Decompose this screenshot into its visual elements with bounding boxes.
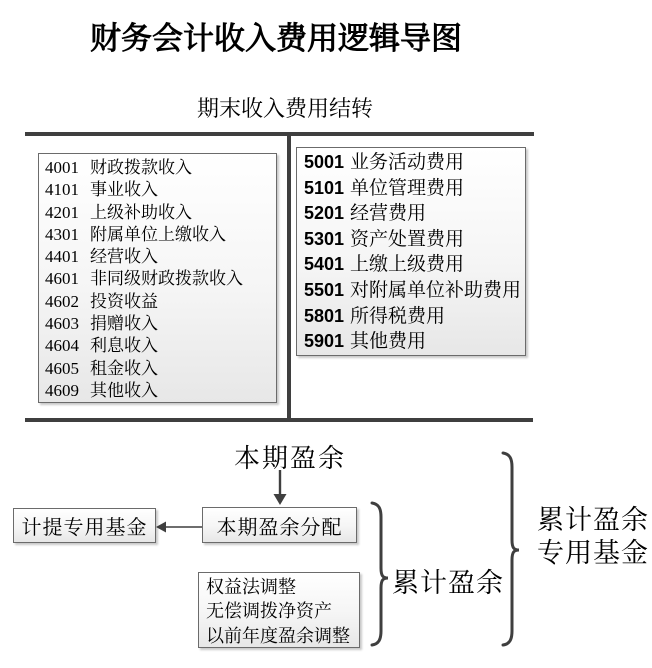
section-heading: 期末收入费用结转 [197, 96, 374, 121]
account-name: 业务活动费用 [350, 152, 465, 173]
account-code: 5101 [304, 177, 345, 198]
account-code: 4604 [45, 336, 79, 356]
account-name: 租金收入 [90, 358, 158, 378]
outer-label-line1: 累计盈余 [537, 505, 649, 535]
adjustment-item: 权益法调整 [206, 577, 296, 597]
account-code: 5001 [304, 152, 345, 172]
account-name: 上缴上级费用 [350, 254, 465, 276]
account-item [45, 335, 270, 357]
account-name: 对附属单位补助费用 [350, 279, 522, 301]
account-item [45, 291, 270, 313]
account-code: 4601 [45, 269, 79, 289]
outer-label-line2: 专用基金 [537, 538, 649, 568]
account-name: 捐赠收入 [90, 314, 158, 334]
account-code: 4605 [45, 358, 79, 378]
account-item [304, 252, 518, 278]
expense-accounts-box [296, 147, 526, 356]
account-item [304, 227, 518, 253]
account-item [45, 179, 270, 201]
account-item [45, 313, 270, 335]
t-account-divider-line [287, 132, 291, 422]
account-item [45, 268, 270, 290]
account-item [45, 380, 270, 402]
account-code: 5201 [304, 203, 345, 224]
income-accounts-box [38, 153, 277, 403]
account-code: 4001 [45, 158, 79, 177]
left-arrow-icon [155, 518, 203, 536]
account-item [304, 304, 518, 330]
account-code: 4602 [45, 291, 79, 311]
accrue-special-fund-box [13, 508, 156, 543]
account-item [304, 278, 522, 304]
account-name: 非同级财政拨款收入 [90, 269, 243, 289]
account-item [304, 150, 518, 176]
account-name: 利息收入 [90, 336, 158, 356]
outer-curly-brace-icon [500, 451, 522, 649]
account-name: 资产处置费用 [350, 228, 465, 250]
account-code: 5501 [304, 279, 345, 300]
account-code: 4609 [45, 380, 79, 400]
surplus-distribution-label: 本期盈余分配 [216, 516, 343, 539]
account-name: 经营费用 [350, 203, 427, 225]
accumulated-surplus-special-fund-label [537, 504, 649, 570]
account-name: 其他收入 [90, 380, 158, 400]
current-period-surplus-label: 本期盈余 [234, 444, 347, 473]
account-name: 上级补助收入 [90, 202, 192, 222]
account-name: 事业收入 [90, 180, 158, 200]
adjustment-item: 无偿调拨净资产 [206, 601, 332, 622]
account-name: 所得税费用 [350, 305, 446, 327]
account-code: 4301 [45, 224, 79, 244]
account-code: 4401 [45, 247, 79, 267]
adjustment-item: 以前年度盈余调整 [206, 625, 350, 646]
account-code: 4201 [45, 202, 79, 222]
adjustments-box [198, 572, 360, 648]
account-item [304, 201, 518, 227]
account-code: 4603 [45, 314, 79, 334]
account-code: 4101 [45, 180, 79, 200]
account-name: 投资收益 [90, 291, 158, 311]
accrue-special-fund-label: 计提专用基金 [21, 517, 148, 539]
account-name: 财政拨款收入 [90, 158, 192, 177]
account-item [45, 358, 270, 380]
page-title: 财务会计收入费用逻辑导图 [90, 21, 462, 56]
account-code: 5401 [304, 254, 345, 275]
t-account-bottom-line [25, 418, 533, 422]
account-item [304, 176, 518, 202]
t-account-top-line [25, 132, 534, 136]
account-item [304, 329, 518, 355]
account-item [45, 224, 270, 246]
account-code: 5901 [304, 331, 345, 352]
down-arrow-icon [270, 470, 290, 506]
surplus-distribution-box [202, 507, 357, 543]
account-name: 其他费用 [350, 331, 427, 353]
account-name: 附属单位上缴收入 [90, 224, 226, 244]
account-name: 单位管理费用 [350, 177, 465, 199]
account-item [45, 157, 270, 179]
account-code: 5801 [304, 305, 345, 326]
account-code: 5301 [304, 228, 345, 249]
account-item [45, 202, 270, 224]
account-item [45, 246, 270, 268]
account-name: 经营收入 [90, 247, 158, 267]
inner-curly-brace-icon [369, 501, 391, 649]
accumulated-surplus-label: 累计盈余 [392, 568, 504, 598]
